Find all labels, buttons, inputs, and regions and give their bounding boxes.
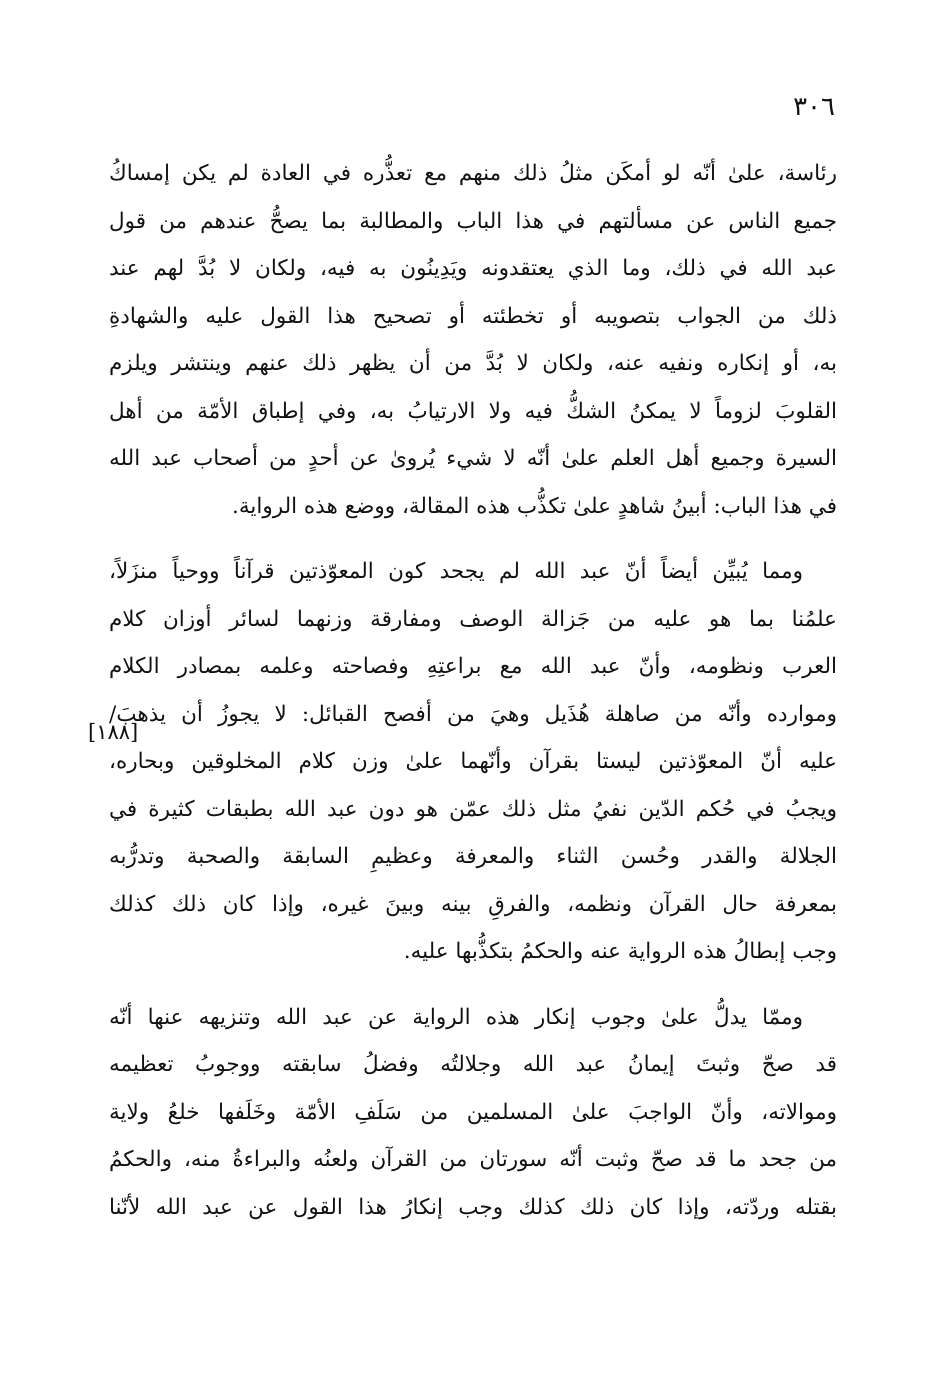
text-line: علمُنا بما هو عليه من جَزالة الوصف ومفارقة وزنهما لسائر أوزان كلام <box>109 606 837 632</box>
text-line: وموالاته، وأنّ الواجبَ علىٰ المسلمين من سَلَفِ الأمّة وخَلَفها خلعُ ولاية <box>109 1099 837 1125</box>
text-line: وموارده وأنّه من صاهلة هُذَيل وهيَ من أفصح القبائل: لا يجوزُ أن يذهبَ/ <box>109 701 837 727</box>
text-line: العرب ونظومه، وأنّ عبد الله مع براعتِهِ وفصاحته وعلمه بمصادر الكلام <box>109 654 837 679</box>
text-line: القلوبَ لزوماً لا يمكنُ الشكُّ فيه ولا الارتيابُ به، وفي إطباق الأمّة من أهل <box>109 398 837 424</box>
text-line: عبد الله في ذلك، وما الذي يعتقدونه ويَدِينُون به فيه، ولكان لا بُدَّ لهم عند <box>109 256 837 281</box>
text-line: ومما يُبيِّن أيضاً أنّ عبد الله لم يجحد كون المعوّذتين قرآناً ووحياً منزَلاً، <box>109 559 803 584</box>
margin-folio-marker: [١٨٨] <box>88 720 139 744</box>
paragraph-2 <box>109 548 837 976</box>
text-line: ذلك من الجواب بتصويبه أو تخطئته أو تصحيح هذا القول عليه والشهادةِ <box>109 303 837 329</box>
text-line: بمعرفة حال القرآن ونظمه، والفرقِ بينه وبينَ غيره، وإذا كان ذلك كذلك <box>109 891 837 917</box>
text-body <box>109 150 837 1249</box>
text-line: وجب إبطالُ هذه الرواية عنه والحكمُ بتكذُّبها عليه. <box>403 939 837 964</box>
page-number: ٣٠٦ <box>793 92 835 122</box>
paragraph-1 <box>109 150 837 530</box>
text-line: وممّا يدلُّ علىٰ وجوب إنكار هذه الرواية عن عبد الله وتنزيهه عنها أنّه <box>109 1004 803 1030</box>
text-line: رئاسة، علىٰ أنّه لو أمكَن مثلُ ذلك منهم مع تعذُّره في العادة لم يكن إمساكُ <box>109 161 837 186</box>
paragraph-3 <box>109 994 837 1232</box>
text-line: السيرة وجميع أهل العلم علىٰ أنّه لا شيء يُروىٰ عن أحدٍ من أصحاب عبد الله <box>109 446 837 471</box>
text-line: جميع الناس عن مسألتهم في هذا الباب والمطالبة بما يصحُّ عندهم من قول <box>109 208 837 234</box>
text-line: في هذا الباب: أبينُ شاهدٍ علىٰ تكذُّب هذه المقالة، ووضع هذه الرواية. <box>232 493 837 519</box>
text-line: به، أو إنكاره ونفيه عنه، ولكان لا بُدَّ من أن يظهر ذلك عنهم وينتشر ويلزم <box>109 351 837 376</box>
text-line: عليه أنّ المعوّذتين ليستا بقرآن وأنّهما علىٰ وزن كلام المخلوقين وبحاره، <box>109 749 837 774</box>
text-line: الجلالة والقدر وحُسن الثناء والمعرفة وعظيمِ السابقة والصحبة وتدرُّبه <box>109 844 837 869</box>
text-line: قد صحّ وثبتَ إيمانُ عبد الله وجلالتُه وفضلُ سابقته ووجوبُ تعظيمه <box>109 1052 837 1077</box>
text-line: من جحد ما قد صحّ وثبت أنّه سورتان من القرآن ولعنُه والبراءةُ منه، والحكمُ <box>109 1147 837 1172</box>
text-line: بقتله وردّته، وإذا كان ذلك كذلك وجب إنكارُ هذا القول عن عبد الله لأنّنا <box>109 1194 837 1220</box>
text-line: ويجبُ في حُكم الدّين نفيُ مثل ذلك عمّن هو دون عبد الله بطبقات كثيرة في <box>109 796 837 822</box>
